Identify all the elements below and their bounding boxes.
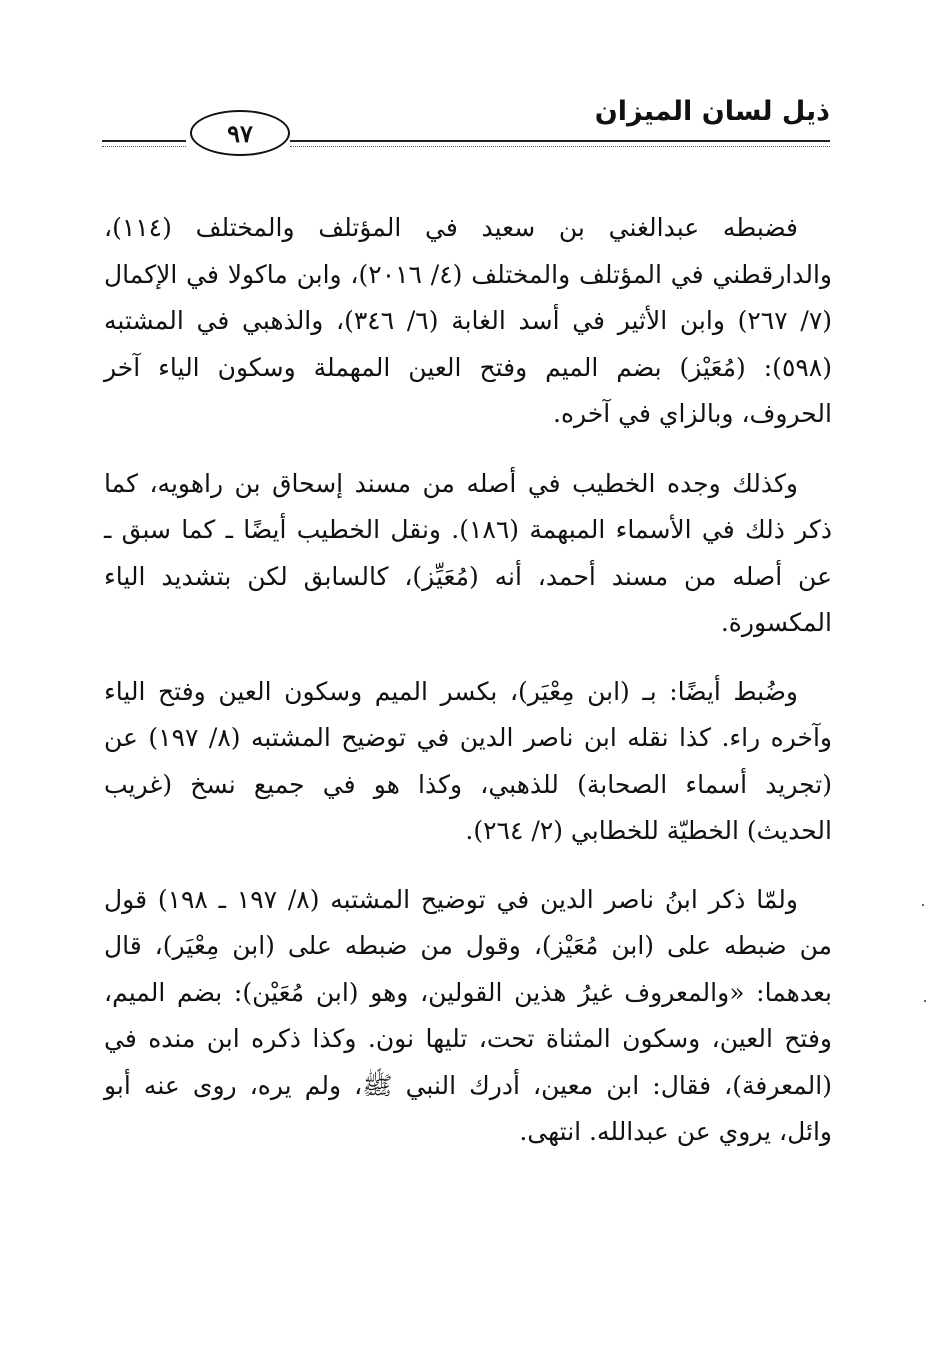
page-header xyxy=(102,92,830,162)
paragraph-4: ولمّا ذكر ابنُ ناصر الدين في توضيح المشتبه (٨/ ١٩٧ ـ ١٩٨) قول من ضبطه على (ابن مُعَيْز)، وقول من ضبطه على (ابن مِعْيَر)، قال بعدهما: «والمعروف غيرُ هذين القولين، وهو (ابن مُعَيْن): بضم الميم، وفتح العين، وسكون المثناة تحت، تليها نون. وكذا ذكره ابن منده في (المعرفة)، فقال: ابن معين، أدرك النبي ﷺ، ولم يره، روى عنه أبو وائل، يروي عن عبدالله. انتهى. xyxy=(104,884,832,1146)
header-rule-right-lower xyxy=(290,146,830,147)
book-title: ذيل لسان الميزان xyxy=(594,96,830,127)
page-body xyxy=(104,205,832,1176)
scan-speck xyxy=(924,1000,926,1002)
header-rule-right xyxy=(290,140,830,142)
page-number: ٩٧ xyxy=(227,118,253,148)
scan-speck xyxy=(922,904,924,906)
header-rule-left xyxy=(102,140,186,142)
page-number-badge xyxy=(190,110,290,156)
paragraph-3: وضُبط أيضًا: بـ (ابن مِعْيَر)، بكسر الميم وسكون العين وفتح الياء وآخره راء. كذا نقله ابن ناصر الدين في توضيح المشتبه (٨/ ١٩٧) عن (تجريد أسماء الصحابة) للذهبي، وكذا هو في جميع نسخ (غريب الحديث) الخطيّة للخطابي (٢/ ٢٦٤). xyxy=(104,676,832,845)
paragraph-2: وكذلك وجده الخطيب في أصله من مسند إسحاق بن راهويه، كما ذكر ذلك في الأسماء المبهمة (١٨٦). ونقل الخطيب أيضًا ـ كما سبق ـ عن أصله من مسند أحمد، أنه (مُعَيِّز)، كالسابق لكن بتشديد الياء المكسورة. xyxy=(104,468,832,637)
paragraph-1: فضبطه عبدالغني بن سعيد في المؤتلف والمختلف (١١٤)، والدارقطني في المؤتلف والمختلف (٤/ ٢٠١٦)، وابن ماكولا في الإكمال (٧/ ٢٦٧) وابن الأثير في أسد الغابة (٦/ ٣٤٦)، والذهبي في المشتبه (٥٩٨): (مُعَيْز) بضم الميم وفتح العين المهملة وسكون الياء آخر الحروف، وبالزاي في آخره. xyxy=(104,213,833,428)
header-rule-left-lower xyxy=(102,146,186,147)
